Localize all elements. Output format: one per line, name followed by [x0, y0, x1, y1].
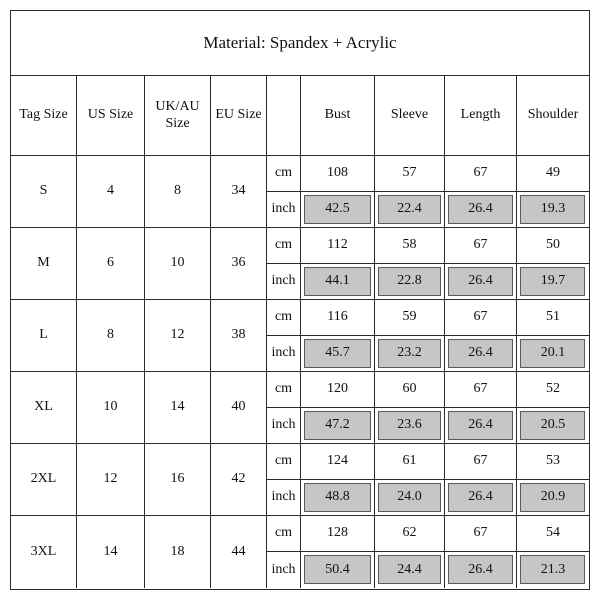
- inch-shoulder-value: 19.3: [540, 201, 566, 217]
- inch-sleeve-value: 22.4: [397, 201, 422, 217]
- inch-shoulder-cell: [517, 552, 589, 588]
- header-us-size: US Size: [77, 76, 145, 156]
- inch-length-value: 26.4: [468, 273, 493, 289]
- inch-length-value: 26.4: [468, 417, 493, 433]
- cell-eu-size: 36: [211, 228, 267, 300]
- cm-sleeve-value: 57: [375, 156, 445, 192]
- cell-tag-size: 2XL: [11, 444, 77, 516]
- cm-shoulder-value: 52: [517, 372, 589, 408]
- header-tag-size: Tag Size: [11, 76, 77, 156]
- inch-shoulder-cell: [517, 336, 589, 372]
- inch-length-cell: [445, 480, 517, 516]
- cell-ukau-size: 8: [145, 156, 211, 228]
- inch-bust-cell: [301, 336, 375, 372]
- inch-bust-cell: [301, 480, 375, 516]
- cm-length-value: 67: [445, 156, 517, 192]
- inch-bust-value: 45.7: [325, 345, 350, 361]
- header-ukau-line2: Size: [165, 115, 190, 131]
- inch-shoulder-value: 20.9: [540, 489, 566, 505]
- unit-cm: cm: [267, 444, 301, 480]
- header-sleeve: Sleeve: [375, 76, 445, 156]
- cell-eu-size: 42: [211, 444, 267, 516]
- inch-shoulder-value: 21.3: [540, 561, 566, 577]
- inch-bust-cell: [301, 408, 375, 444]
- cm-length-value: 67: [445, 444, 517, 480]
- cell-us-size: 14: [77, 516, 145, 588]
- inch-sleeve-value: 22.8: [397, 273, 422, 289]
- cell-ukau-size: 10: [145, 228, 211, 300]
- inch-bust-value: 47.2: [325, 417, 350, 433]
- inch-sleeve-cell: [375, 192, 445, 228]
- inch-sleeve-cell: [375, 408, 445, 444]
- cm-sleeve-value: 62: [375, 516, 445, 552]
- unit-inch: inch: [267, 192, 301, 228]
- cm-bust-value: 124: [301, 444, 375, 480]
- cm-sleeve-value: 60: [375, 372, 445, 408]
- cell-us-size: 6: [77, 228, 145, 300]
- header-ukau-line1: UK/AU: [155, 98, 200, 114]
- inch-sleeve-value: 23.6: [397, 417, 422, 433]
- header-unit: [267, 76, 301, 156]
- header-length: Length: [445, 76, 517, 156]
- cell-us-size: 4: [77, 156, 145, 228]
- cm-length-value: 67: [445, 228, 517, 264]
- cell-ukau-size: 12: [145, 300, 211, 372]
- cell-tag-size: M: [11, 228, 77, 300]
- cm-shoulder-value: 51: [517, 300, 589, 336]
- header-shoulder: Shoulder: [517, 76, 589, 156]
- cm-length-value: 67: [445, 300, 517, 336]
- cm-shoulder-value: 50: [517, 228, 589, 264]
- inch-sleeve-cell: [375, 480, 445, 516]
- chart-title: Material: Spandex + Acrylic: [11, 11, 589, 76]
- cell-tag-size: L: [11, 300, 77, 372]
- cm-length-value: 67: [445, 516, 517, 552]
- unit-inch: inch: [267, 480, 301, 516]
- unit-inch: inch: [267, 336, 301, 372]
- inch-length-cell: [445, 408, 517, 444]
- cell-eu-size: 38: [211, 300, 267, 372]
- cell-ukau-size: 14: [145, 372, 211, 444]
- unit-inch: inch: [267, 552, 301, 588]
- unit-cm: cm: [267, 228, 301, 264]
- header-eu-size: EU Size: [211, 76, 267, 156]
- inch-length-value: 26.4: [468, 345, 493, 361]
- inch-sleeve-cell: [375, 264, 445, 300]
- header-bust: Bust: [301, 76, 375, 156]
- cm-bust-value: 112: [301, 228, 375, 264]
- inch-sleeve-cell: [375, 336, 445, 372]
- inch-length-value: 26.4: [468, 201, 493, 217]
- inch-shoulder-cell: [517, 408, 589, 444]
- unit-inch: inch: [267, 408, 301, 444]
- inch-length-cell: [445, 552, 517, 588]
- cell-us-size: 12: [77, 444, 145, 516]
- cell-us-size: 8: [77, 300, 145, 372]
- inch-sleeve-value: 23.2: [397, 345, 422, 361]
- size-chart: [10, 10, 590, 590]
- inch-shoulder-value: 20.1: [540, 345, 566, 361]
- cm-shoulder-value: 53: [517, 444, 589, 480]
- unit-inch: inch: [267, 264, 301, 300]
- cm-bust-value: 128: [301, 516, 375, 552]
- inch-bust-value: 44.1: [325, 273, 350, 289]
- unit-cm: cm: [267, 156, 301, 192]
- cell-tag-size: 3XL: [11, 516, 77, 588]
- cell-ukau-size: 18: [145, 516, 211, 588]
- unit-cm: cm: [267, 516, 301, 552]
- inch-sleeve-cell: [375, 552, 445, 588]
- inch-length-value: 26.4: [468, 489, 493, 505]
- inch-bust-value: 48.8: [325, 489, 350, 505]
- inch-shoulder-cell: [517, 264, 589, 300]
- cell-ukau-size: 16: [145, 444, 211, 516]
- inch-bust-cell: [301, 552, 375, 588]
- cm-sleeve-value: 59: [375, 300, 445, 336]
- inch-shoulder-cell: [517, 192, 589, 228]
- inch-sleeve-value: 24.4: [397, 561, 422, 577]
- inch-length-cell: [445, 192, 517, 228]
- inch-bust-value: 42.5: [325, 201, 350, 217]
- cm-length-value: 67: [445, 372, 517, 408]
- cm-bust-value: 116: [301, 300, 375, 336]
- inch-shoulder-value: 20.5: [540, 417, 566, 433]
- cm-sleeve-value: 58: [375, 228, 445, 264]
- inch-bust-cell: [301, 264, 375, 300]
- inch-bust-value: 50.4: [325, 561, 350, 577]
- inch-shoulder-value: 19.7: [540, 273, 566, 289]
- inch-bust-cell: [301, 192, 375, 228]
- header-ukau-size: [145, 76, 211, 156]
- unit-cm: cm: [267, 300, 301, 336]
- cm-bust-value: 120: [301, 372, 375, 408]
- inch-sleeve-value: 24.0: [397, 489, 422, 505]
- unit-cm: cm: [267, 372, 301, 408]
- cell-us-size: 10: [77, 372, 145, 444]
- cm-shoulder-value: 49: [517, 156, 589, 192]
- cm-sleeve-value: 61: [375, 444, 445, 480]
- cell-eu-size: 40: [211, 372, 267, 444]
- cm-bust-value: 108: [301, 156, 375, 192]
- inch-length-cell: [445, 264, 517, 300]
- cell-tag-size: XL: [11, 372, 77, 444]
- cell-tag-size: S: [11, 156, 77, 228]
- cell-eu-size: 44: [211, 516, 267, 588]
- cm-shoulder-value: 54: [517, 516, 589, 552]
- inch-length-value: 26.4: [468, 561, 493, 577]
- inch-length-cell: [445, 336, 517, 372]
- cell-eu-size: 34: [211, 156, 267, 228]
- inch-shoulder-cell: [517, 480, 589, 516]
